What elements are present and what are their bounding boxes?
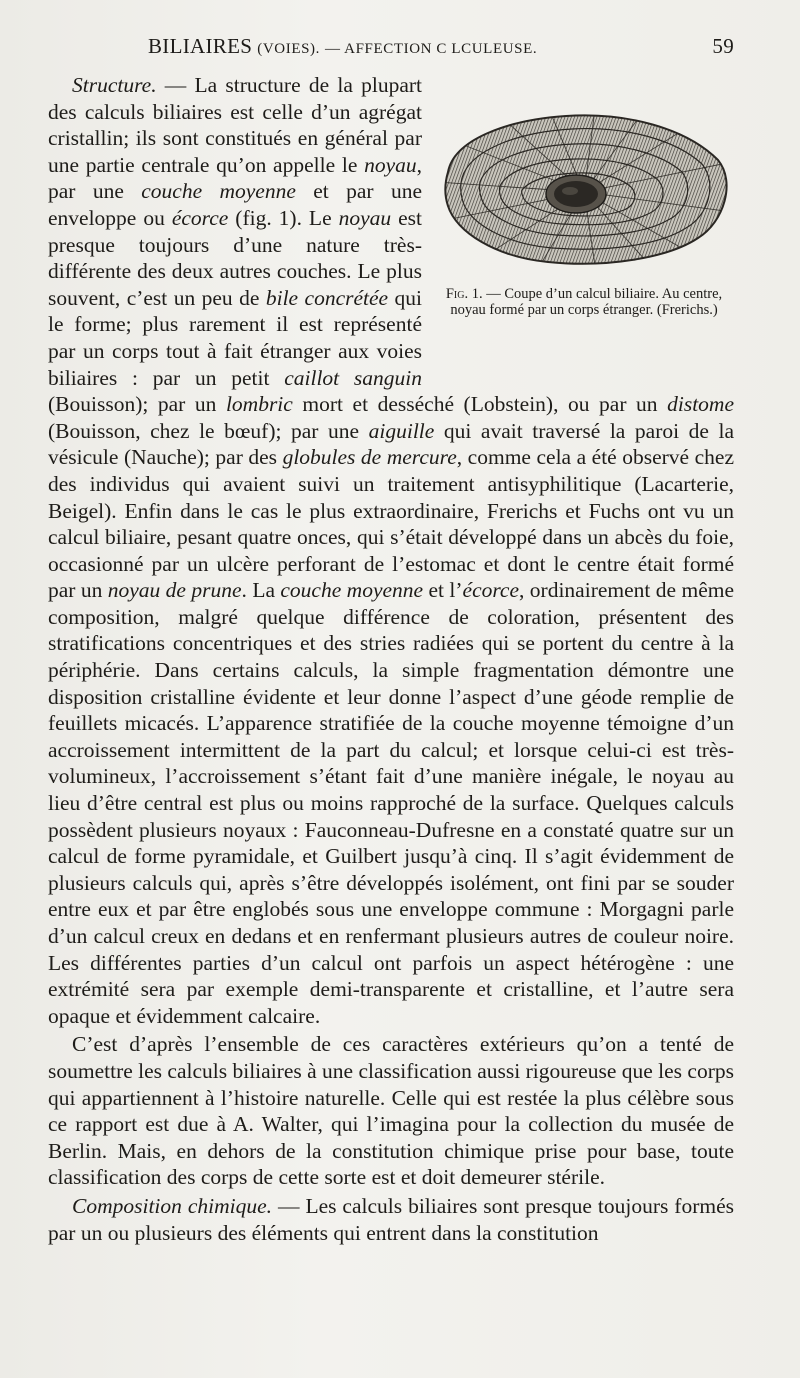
body-text xyxy=(48,72,734,1246)
page-number: 59 xyxy=(712,34,734,58)
figure-caption xyxy=(432,286,734,318)
figure-caption-text: — Coupe d’un calcul biliaire. Au centre, noyau formé par un corps étranger. (Frerichs.) xyxy=(450,286,723,318)
figure-1 xyxy=(432,102,734,364)
section-heading-structure: Structure. xyxy=(72,73,157,97)
running-title-paren: (VOIES). xyxy=(257,41,320,57)
running-title-main: BILIAIRES xyxy=(148,34,253,58)
gallstone-section-illustration xyxy=(436,102,732,272)
running-title xyxy=(148,34,537,59)
figure-label: Fig. 1. xyxy=(445,286,483,302)
paragraph-composition: Composition chimique. — Les calculs biliaires sont presque toujours formés par un ou plusieurs des éléments qui entrent dans la constitution xyxy=(48,1193,734,1245)
running-header xyxy=(148,34,734,62)
section-heading-composition: Composition chimique. xyxy=(72,1193,273,1218)
paragraph-structure: Structure. — La structure de la plupart des calculs biliaires est celle d’un agrégat cristallin; ils sont constitués en général par une partie centrale qu’on appelle le noyau, par une couche moyenne et par une enveloppe ou écorce (fig. 1). Le noyau est presque toujours d’une nature très-différente des deux autres couches. Le plus souvent, c’est un peu de bile concrétée qui le forme; plus rarement il est représenté par un corps tout à fait étranger aux voies biliaires : par un petit caillot sanguin (Bouisson); par un lombric mort et desséché (Lobstein), ou par un distome (Bouisson, chez le bœuf); par une aiguille qui avait traversé la paroi de la vésicule (Nauche); par des globules de mercure, comme cela a été observé chez des individus qui avaient suivi un traitement antisyphilitique (Lacarterie, Beigel). Enfin dans le cas le plus extraordinaire, Frerichs et Fuchs ont vu un calcul biliaire, pesant quatre onces, qui s’était développé dans un abcès du foie, occasionné par un ulcère perforant de l’estomac et dont le centre était formé par un noyau de prune. La couche moyenne et l’écorce, ordinairement de même composition, malgré quelque différence de coloration, présentent des stratifications concentriques et des stries radiées qui se portent du centre à la périphérie. Dans certains calculs, la simple fragmentation démontre une disposition cristalline évidente et leur donne l’aspect d’une géode remplie de feuillets micacés. L’apparence stratifiée de la couche moyenne témoigne d’un accroissement intermittent de la part du calcul; et lorsque celui-ci est très-volumineux, l’accroissement s’étant fait d’une manière inégale, le noyau au lieu d’être central est plus ou moins rapproché de la surface. Quelques calculs possèdent plusieurs noyaux : Fauconneau-Dufresne en a constaté quatre sur un calcul de forme pyramidale, et Guilbert jusqu’à cinq. Il s’agit évidemment de plusieurs calculs qui, après s’être développés isolément, ont fini par se souder entre eux et par être englobés sous une enveloppe commune : Morgagni parle d’un calcul creux en dedans et en renfermant plusieurs autres de couleur noire. Les différentes parties d’un calcul ont parfois un aspect hétérogène : une extrémité sera par exemple demi-transparente et cristalline, et l’autre sera opaque et évidemment calcaire. xyxy=(48,73,735,1028)
paragraph-classification: C’est d’après l’ensemble de ces caractères extérieurs qu’on a tenté de soumettre les calculs biliaires à une classification aussi rigoureuse que les corps qui appartiennent à l’histoire naturelle. Celle qui est restée la plus célèbre sous ce rapport est due à A. Walter, qui l’imagina pour la collection du musée de Berlin. Mais, en dehors de la constitution chimique prise pour base, toute classification des corps de cette sorte est et doit demeurer stérile. xyxy=(48,1032,734,1190)
running-title-rest: — AFFECTION C LCULEUSE. xyxy=(325,41,538,57)
